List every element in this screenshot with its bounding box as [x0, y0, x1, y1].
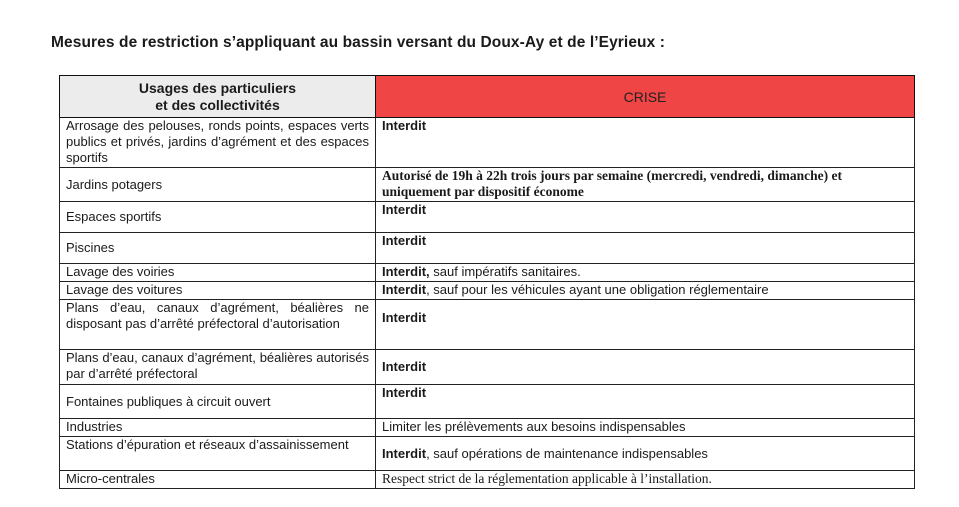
- measure-bold: Interdit: [382, 202, 427, 217]
- usage-cell: Plans d’eau, canaux d’agrément, béalières autorisés par d’arrêté préfectoral: [60, 350, 376, 385]
- measure-bold: Interdit: [382, 445, 427, 461]
- table-row: [60, 264, 915, 282]
- measure-text: , sauf pour les véhicules ayant une obligation réglementaire: [426, 282, 769, 297]
- usage-cell: Industries: [60, 419, 376, 437]
- usage-cell: Lavage des voitures: [60, 282, 376, 300]
- measure-bold: Interdit: [382, 282, 427, 297]
- crise-column-header: CRISE: [376, 76, 915, 118]
- usage-cell: Fontaines publiques à circuit ouvert: [60, 385, 376, 419]
- measure-bold: Autorisé de 19h à 22h trois jours par semaine (mercredi, vendredi, dimanche) et uniquement par dispositif économe: [382, 168, 842, 199]
- usage-cell: Jardins potagers: [60, 168, 376, 202]
- usage-cell: Lavage des voiries: [60, 264, 376, 282]
- page-title: Mesures de restriction s’appliquant au bassin versant du Doux-Ay et de l’Eyrieux :: [51, 34, 666, 51]
- measure-text: Limiter les prélèvements aux besoins indispensables: [382, 419, 686, 434]
- measure-text: sauf impératifs sanitaires.: [429, 264, 581, 279]
- measure-cell: [376, 118, 915, 168]
- measure-cell: [376, 471, 915, 489]
- measure-cell: [376, 437, 915, 471]
- measure-cell: [376, 282, 915, 300]
- usage-header-line2: et des collectivités: [155, 96, 280, 113]
- usage-cell: Piscines: [60, 233, 376, 264]
- measure-bold: Interdit: [382, 385, 427, 400]
- table-row: [60, 168, 915, 202]
- measure-cell: [376, 350, 915, 385]
- table-row: [60, 385, 915, 419]
- usage-cell: Espaces sportifs: [60, 202, 376, 233]
- usage-cell: Stations d’épuration et réseaux d’assainissement: [60, 437, 376, 471]
- table-row: [60, 300, 915, 350]
- measure-bold: Interdit,: [382, 264, 430, 279]
- table-row: [60, 471, 915, 489]
- usage-column-header: [60, 76, 376, 118]
- measure-bold: Interdit: [382, 233, 427, 248]
- measure-bold: Interdit: [382, 310, 427, 325]
- measure-cell: [376, 300, 915, 350]
- restriction-table: [59, 75, 915, 489]
- table-row: [60, 118, 915, 168]
- measure-bold: Interdit: [382, 359, 427, 374]
- table-row: [60, 202, 915, 233]
- measure-cell: [376, 385, 915, 419]
- measure-cell: [376, 168, 915, 202]
- usage-cell: Plans d’eau, canaux d’agrément, béalières ne disposant pas d’arrêté préfectoral d’autorisation: [60, 300, 376, 350]
- measure-text: , sauf opérations de maintenance indispensables: [426, 445, 708, 461]
- usage-cell: Micro-centrales: [60, 471, 376, 489]
- table-row: [60, 419, 915, 437]
- usage-cell: Arrosage des pelouses, ronds points, espaces verts publics et privés, jardins d’agrément et des espaces sportifs: [60, 118, 376, 168]
- table-header-row: [60, 76, 915, 118]
- table-row: [60, 233, 915, 264]
- measure-text: Respect strict de la réglementation applicable à l’installation.: [382, 471, 712, 486]
- usage-header-line1: Usages des particuliers: [138, 79, 297, 96]
- table-row: [60, 350, 915, 385]
- table-row: [60, 282, 915, 300]
- measure-cell: [376, 264, 915, 282]
- table-row: [60, 437, 915, 471]
- measure-cell: [376, 202, 915, 233]
- measure-cell: [376, 233, 915, 264]
- measure-cell: [376, 419, 915, 437]
- measure-bold: Interdit: [382, 118, 427, 133]
